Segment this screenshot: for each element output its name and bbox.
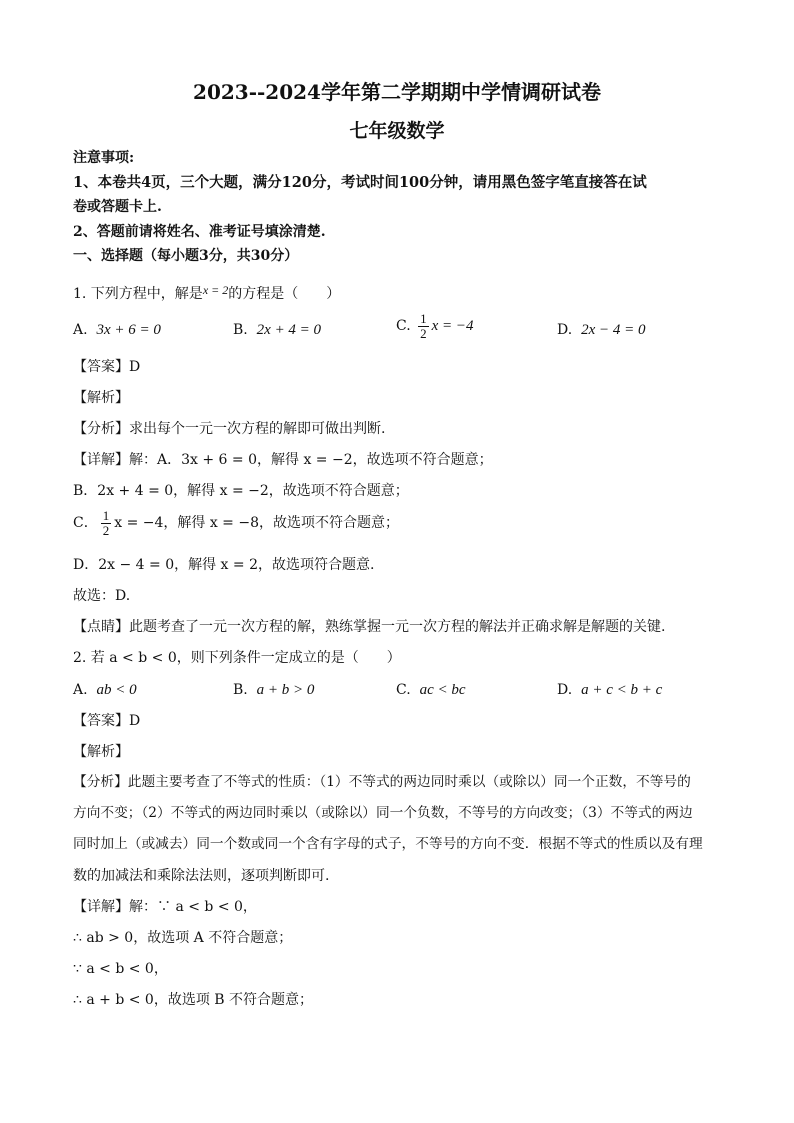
q2-option-c — [396, 683, 466, 698]
q1-detail-c — [73, 509, 399, 537]
option-label: D. — [557, 682, 573, 698]
exam-title: 2023--2024学年第二学期期中学情调研试卷 — [193, 80, 601, 104]
q2-analysis-1: 【分析】此题主要考查了不等式的性质：（1）不等式的两边同时乘以（或除以）同一个正数，不等号的 — [73, 774, 691, 790]
option-label: C. — [396, 682, 411, 698]
q2-analysis-2: 方向不变；（2）不等式的两边同时乘以（或除以）同一个负数，不等号的方向改变；（3）不等式的两边 — [73, 805, 693, 821]
option-expr: a + b > 0 — [256, 682, 315, 698]
notes-heading: 注意事项: — [73, 150, 135, 166]
option-label: A. — [73, 682, 88, 698]
q1-option-d — [557, 323, 646, 338]
q2-detail-1: 【详解】解：∵ a < b < 0， — [73, 899, 257, 915]
option-label: A. — [73, 322, 88, 338]
q1-option-b — [233, 323, 321, 338]
exam-subtitle: 七年级数学 — [349, 120, 445, 142]
q2-analysis-4: 数的加减法和乘除法法则，逐项判断即可. — [73, 868, 330, 884]
question-1-stem-tail: 的方程是（ ） — [228, 286, 341, 302]
q2-option-b — [233, 683, 314, 698]
question-1-stem-math: x = 2 — [202, 283, 229, 297]
q1-detail-a: 【详解】解：A．3x + 6 = 0，解得 x = −2，故选项不符合题意； — [73, 452, 493, 468]
option-expr: 3x + 6 = 0 — [96, 322, 161, 338]
fraction: $\frac{1}{2}$ — [102, 508, 110, 538]
notes-item-2: 2、答题前请将姓名、准考证号填涂清楚. — [73, 224, 326, 240]
q2-analysis-3: 同时加上（或减去）同一个数或同一个含有字母的式子，不等号的方向不变．根据不等式的性质以及有理 — [73, 836, 703, 852]
q2-detail-4: ∴ a + b < 0，故选项 B 不符合题意； — [73, 992, 314, 1008]
q1-comment: 【点睛】此题考查了一元一次方程的解，熟练掌握一元一次方程的解法并正确求解是解题的关键. — [73, 619, 666, 635]
detail-c-text: x = −4，解得 x = −8，故选项不符合题意； — [114, 515, 399, 532]
q1-choose: 故选：D. — [73, 588, 131, 604]
q2-detail-2: ∴ ab > 0，故选项 A 不符合题意； — [73, 930, 293, 946]
q1-answer: 【答案】D — [73, 359, 141, 375]
fraction: $\frac{1}{2}$ — [420, 311, 427, 341]
q1-analysis-tag: 【解析】 — [73, 390, 129, 406]
option-expr: ac < bc — [419, 682, 466, 698]
question-1-stem-text: 1. 下列方程中，解是 — [73, 286, 203, 302]
q1-detail-b: B．2x + 4 = 0，解得 x = −2，故选项不符合题意； — [73, 483, 409, 499]
option-label: D. — [557, 322, 573, 338]
q1-option-c — [396, 312, 474, 340]
q1-option-a — [73, 323, 161, 338]
section-heading: 一、选择题（每小题3分，共30分） — [73, 248, 299, 264]
option-label: B. — [233, 322, 248, 338]
q2-detail-3: ∵ a < b < 0， — [73, 961, 168, 977]
option-expr: a + c < b + c — [581, 682, 663, 698]
option-expr: 2x − 4 = 0 — [581, 322, 646, 338]
q2-option-d — [557, 683, 662, 698]
option-label: B. — [233, 682, 248, 698]
q2-answer: 【答案】D — [73, 713, 141, 729]
question-1-stem — [73, 284, 340, 301]
notes-item-1: 1、本卷共4页，三个大题，满分120分，考试时间100分钟，请用黑色签字笔直接答在试 — [73, 174, 647, 191]
option-expr: ab < 0 — [96, 682, 137, 698]
q2-analysis-tag: 【解析】 — [73, 744, 129, 760]
q1-detail-d: D．2x − 4 = 0，解得 x = 2，故选项符合题意. — [73, 557, 375, 573]
option-label: C. — [396, 318, 411, 335]
detail-c-label: C． — [73, 515, 98, 532]
question-2-stem: 2. 若 a < b < 0，则下列条件一定成立的是（ ） — [73, 650, 401, 666]
option-expr: 2x + 4 = 0 — [256, 322, 322, 338]
q2-option-a — [73, 683, 137, 698]
q1-analysis: 【分析】求出每个一元一次方程的解即可做出判断. — [73, 421, 386, 437]
option-expr: x = −4 — [431, 318, 474, 335]
notes-item-1-cont: 卷或答题卡上. — [73, 199, 162, 215]
